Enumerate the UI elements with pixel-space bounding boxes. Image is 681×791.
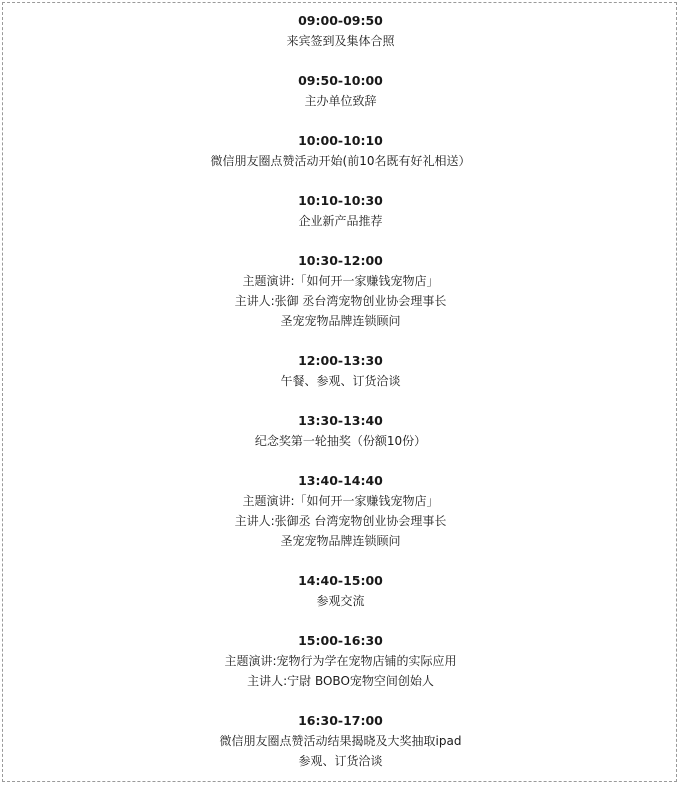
schedule-description: 主讲人:张御丞 台湾宠物创业协会理事长 [234,514,447,528]
schedule-description: 企业新产品推荐 [298,214,383,228]
schedule-description: 来宾签到及集体合照 [286,34,395,48]
schedule-time: 12:00-13:30 [298,353,383,368]
schedule-description: 主题演讲:「如何开一家赚钱宠物店」 [242,494,439,508]
schedule-time: 15:00-16:30 [298,633,383,648]
schedule-description: 参观交流 [316,594,365,608]
event-schedule [0,11,681,791]
schedule-description: 主题演讲:「如何开一家赚钱宠物店」 [242,274,439,288]
schedule-time: 10:30-12:00 [298,253,383,268]
schedule-item [0,711,681,771]
schedule-time: 09:50-10:00 [298,73,383,88]
schedule-item [0,571,681,611]
schedule-description: 主讲人:张御 丞台湾宠物创业协会理事长 [234,294,447,308]
schedule-description: 午餐、参观、订货洽谈 [280,374,401,388]
schedule-description: 微信朋友圈点赞活动开始(前10名既有好礼相送） [210,154,471,168]
schedule-time: 16:30-17:00 [298,713,383,728]
schedule-description: 主题演讲:宠物行为学在宠物店铺的实际应用 [224,654,457,668]
schedule-time: 14:40-15:00 [298,573,383,588]
schedule-description: 圣宠宠物品牌连锁顾问 [280,534,401,548]
schedule-item [0,471,681,551]
schedule-item [0,411,681,451]
schedule-description: 纪念奖第一轮抽奖（份额10份） [254,434,427,448]
schedule-item [0,131,681,171]
schedule-time: 13:30-13:40 [298,413,383,428]
schedule-item [0,191,681,231]
schedule-description: 参观、订货洽谈 [298,754,383,768]
schedule-description: 主办单位致辞 [304,94,377,108]
schedule-item [0,251,681,331]
schedule-time: 13:40-14:40 [298,473,383,488]
schedule-item [0,351,681,391]
schedule-time: 10:10-10:30 [298,193,383,208]
schedule-item [0,631,681,691]
schedule-time: 10:00-10:10 [298,133,383,148]
schedule-item [0,71,681,111]
schedule-description: 主讲人:宁尉 BOBO宠物空间创始人 [247,674,434,688]
schedule-item [0,11,681,51]
schedule-time: 09:00-09:50 [298,13,383,28]
schedule-description: 圣宠宠物品牌连锁顾问 [280,314,401,328]
schedule-description: 微信朋友圈点赞活动结果揭晓及大奖抽取ipad [219,734,462,748]
